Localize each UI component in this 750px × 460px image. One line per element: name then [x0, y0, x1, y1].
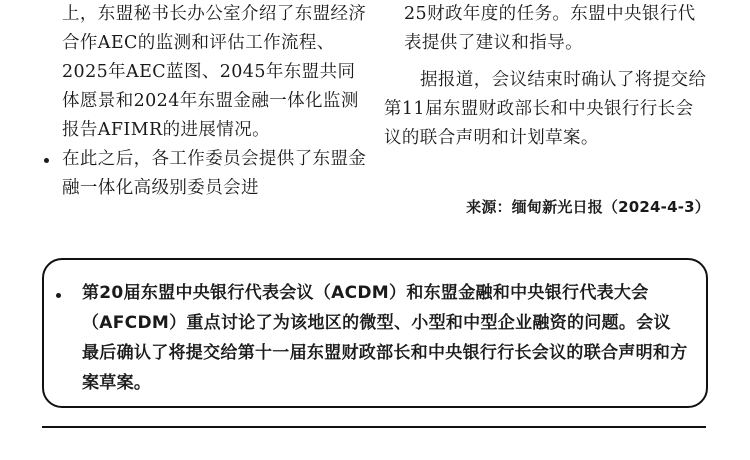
right-column [384, 0, 710, 153]
left-bullet-text: 在此之后，各工作委员会提供了东盟金融一体化高级别委员会进 [62, 149, 367, 198]
summary-bullet-icon [56, 293, 61, 298]
bottom-divider [42, 426, 706, 428]
right-paragraph-continuation: 25财政年度的任务。东盟中央银行代表提供了建议和指导。 [404, 4, 696, 53]
right-paragraph-report: 据报道，会议结束时确认了将提交给第11届东盟财政部长和中央银行行长会议的联合声明和计划草案。 [384, 70, 707, 148]
bullet-icon [44, 158, 49, 163]
summary-text: 第20届东盟中央银行代表会议（ACDM）和东盟金融和中央银行代表大会（AFCDM）重点讨论了为该地区的微型、小型和中型企业融资的问题。会议最后确认了将提交给第十一届东盟财政部长和中央银行行长会议的联合声明和方案草案。 [82, 283, 688, 393]
summary-box [42, 258, 708, 408]
left-paragraph-continuation: 上，东盟秘书长办公室介绍了东盟经济合作AEC的监测和评估工作流程、2025年AEC蓝图、2045年东盟共同体愿景和2024年东盟金融一体化监测报告AFIMR的进展情况。 [62, 4, 367, 140]
left-column [42, 0, 372, 203]
source-citation: 来源：缅甸新光日报（2024-4-3） [466, 198, 710, 216]
left-bullet-item [42, 145, 372, 203]
